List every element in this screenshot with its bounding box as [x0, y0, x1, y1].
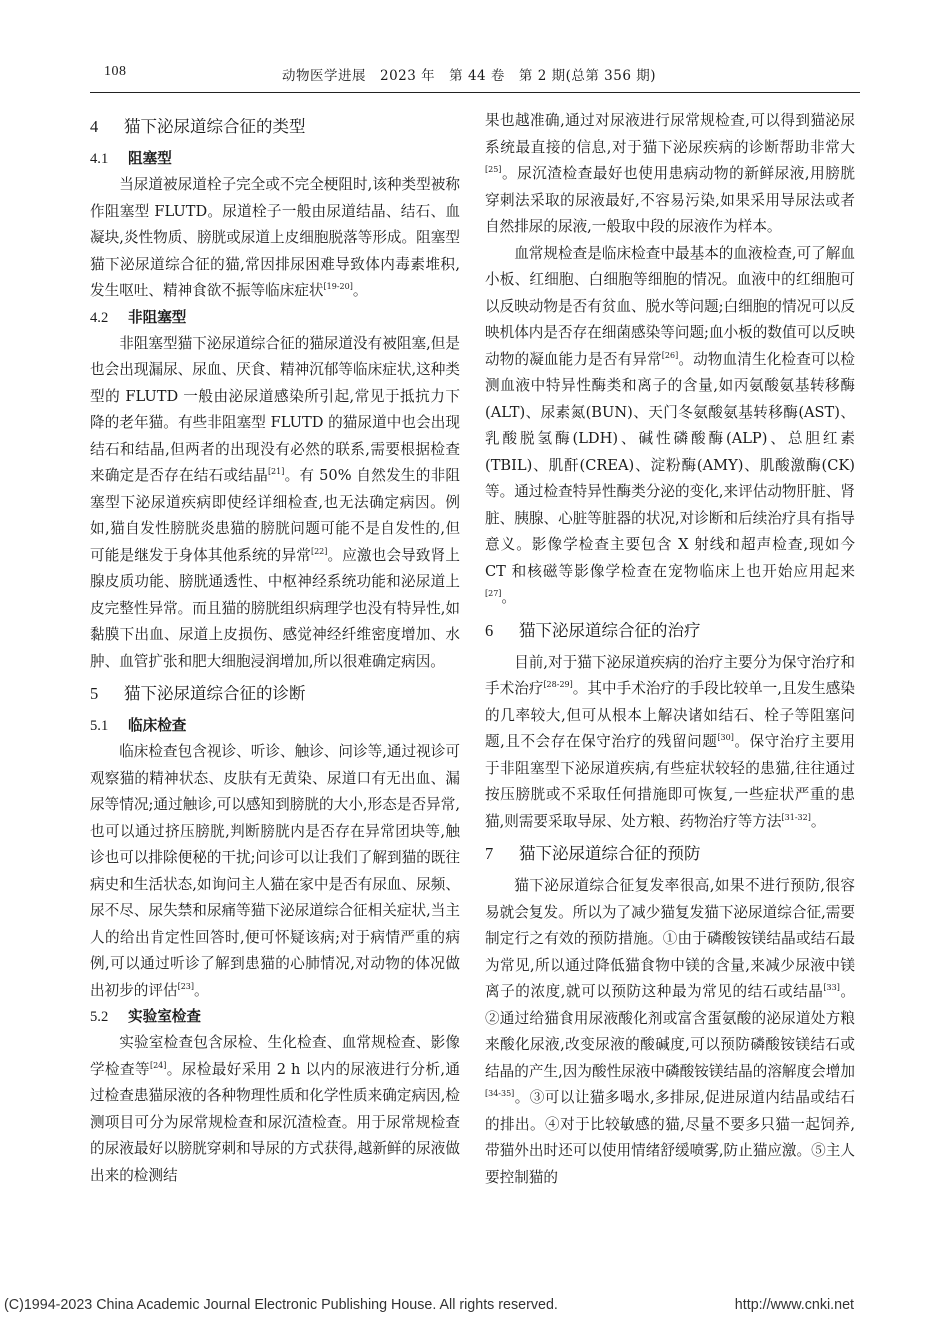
citation: [22] — [310, 546, 328, 556]
citation: [26] — [661, 350, 679, 360]
section-6-heading: 6 猫下泌尿道综合征的治疗 — [485, 620, 701, 640]
citation: [19-20] — [323, 282, 353, 291]
section-4-1-heading: 4.1 阻塞型 — [90, 150, 172, 167]
section-5-2-paragraph-part1: 实验室检查包含尿检、生化检查、血常规检查、影像学检查等[24]。尿检最好采用 2 h 以内的尿液进行分析,通过检查患猫尿液的各种物理性质和化学性质来确定病因,检测项目可分为尿常规检查和尿沉渣检查。用于尿常规检查的尿液最好以膀胱穿刺和导尿的方式获得,越新鲜的尿液做出来的检测结 — [90, 1034, 460, 1184]
citation: [28-29] — [543, 680, 573, 689]
copyright-notice: (C)1994-2023 China Academic Journal Electronic Publishing House. All rights reserved. — [4, 1297, 558, 1313]
section-4-1-paragraph: 当尿道被尿道栓子完全或不完全梗阻时,该种类型被称作阻塞型 FLUTD。尿道栓子一般由尿道结晶、结石、血凝块,炎性物质、膀胱或尿道上皮细胞脱落等形成。阻塞型猫下泌尿道综合征的猫,常因排尿困难导致体内毒素堆积,发生呕吐、精神食欲不振等临床症状[19-20]。 — [90, 176, 460, 299]
left-column — [90, 108, 460, 1189]
section-4-2-heading: 4.2 非阻塞型 — [90, 308, 187, 326]
citation: [34-35] — [485, 1089, 515, 1098]
citation: [30] — [717, 733, 734, 742]
section-4-2-paragraph: 非阻塞型猫下泌尿道综合征的猫尿道没有被阻塞,但是也会出现漏尿、尿血、厌食、精神沉郁等临床症状,这种类型的 FLUTD 一般由泌尿道感染所引起,常见于抵抗力下降的老年猫。有些非阻塞型 FLUTD 的猫尿道中也会出现结石和结晶,但两者的出现没有必然的联系,需要根据检查来确定是否存在结石或结晶[21]。有 50% 自然发生的非阻塞型下泌尿道疾病即使经详细检查,也无法确定病因。例如,猫自发性膀胱炎患猫的膀胱问题可能不是自发性的,但可能是继发于身体其他系统的异常[22]。应激也会导致肾上腺皮质功能、膀胱通透性、中枢神经系统功能和泌尿道上皮完整性异常。而且猫的膀胱组织病理学也没有特异性,如黏膜下出血、尿道上皮损伤、感觉神经纤维密度增加、水肿、血管扩张和肥大细胞浸润增加,所以很难确定病因。 — [90, 334, 460, 670]
journal-running-title: 动物医学进展 2023 年 第 44 卷 第 2 期(总第 356 期) — [282, 68, 656, 84]
citation: [33] — [823, 983, 840, 992]
header-rule — [90, 92, 860, 93]
section-5-2-paragraph-part2: 果也越准确,通过对尿液进行尿常规检查,可以得到猫泌尿系统最直接的信息,对于猫下泌尿疾病的诊断帮助非常大[25]。尿沉渣检查最好也使用患病动物的新鲜尿液,用膀胱穿刺法采取的尿液最好,不容易污染,如果采用导尿法或者自然排尿的尿液,一般取中段的尿液作为样本。 — [485, 112, 855, 235]
citation: [31-32] — [781, 812, 811, 822]
section-5-2-paragraph-blood: 血常规检查是临床检查中最基本的血液检查,可了解血小板、红细胞、白细胞等细胞的情况。血液中的红细胞可以反映动物是否有贫血、脱水等问题;白细胞的情况可以反映机体内是否存在细菌感染等问题;血小板的数值可以反映动物的凝血能力是否有异常[26]。动物血清生化检查可以检测血液中特异性酶类和离子的含量,如丙氨酸氨基转移酶(ALT)、尿素氮(BUN)、天门冬氨酸氨基转移酶(AST)、乳酸脱氢酶(LDH)、碱性磷酸酶(ALP)、总胆红素(TBIL)、肌酐(CREA)、淀粉酶(AMY)、肌酸激酶(CK)等。通过检查特异性酶类分泌的变化,来评估动物肝脏、肾脏、胰腺、心脏等脏器的状况,对诊断和后续治疗具有指导意义。影像学检查主要包含 X 射线和超声检查,现如今 CT 和核磁等影像学检查在宠物临床上也开始应用起来[27]。 — [485, 244, 855, 606]
citation: [27] — [485, 589, 502, 598]
section-5-2-heading: 5.2 实验室检查 — [90, 1008, 201, 1025]
footer-link[interactable]: http://www.cnki.net — [734, 1297, 854, 1313]
section-4-heading: 4 猫下泌尿道综合征的类型 — [90, 117, 306, 136]
right-column — [485, 108, 855, 1191]
section-5-1-paragraph: 临床检查包含视诊、听诊、触诊、问诊等,通过视诊可观察猫的精神状态、皮肤有无黄染、尿道口有无出血、漏尿等情况;通过触诊,可以感知到膀胱的大小,形态是否异常,也可以通过挤压膀胱,判断膀胱内是否存在异常团块等,触诊也可以排除便秘的干扰;问诊可以让我们了解到猫的既往病史和生活状态,如询问主人猫在家中是否有尿血、尿频、尿不尽、尿失禁和尿痛等猫下泌尿道综合征相关症状,当主人的给出肯定性回答时,便可怀疑该病;对于病情严重的病例,可以通过听诊了解到患猫的心肺情况,对动物的体况做出初步的评估[23]。 — [90, 743, 460, 999]
citation: [24] — [149, 1060, 167, 1070]
section-5-1-heading: 5.1 临床检查 — [90, 717, 187, 734]
citation: [25] — [485, 165, 502, 174]
section-7-paragraph: 猫下泌尿道综合征复发率很高,如果不进行预防,很容易就会复发。所以为了减少猫复发猫下泌尿道综合征,需要制定行之有效的预防措施。①由于磷酸铵镁结晶或结石最为常见,所以通过降低猫食物中镁的含量,来减少尿液中镁离子的浓度,就可以预防这种最为常见的结石或结晶[33]。②通过给猫食用尿液酸化剂或富含蛋氨酸的泌尿道处方粮来酸化尿液,改变尿液的酸碱度,可以预防磷酸铵镁结石或结晶的产生,因为酸性尿液中磷酸铵镁结晶的溶解度会增加[34-35]。③可以让猫多喝水,多排尿,促进尿道内结晶或结石的排出。④对于比较敏感的猫,尽量不要多只猫一起饲养,带猫外出时还可以使用情绪舒缓喷雾,防止猫应激。⑤主人要控制猫的 — [485, 877, 855, 1186]
section-7-heading: 7 猫下泌尿道综合征的预防 — [485, 844, 701, 863]
section-5-heading: 5 猫下泌尿道综合征的诊断 — [90, 684, 306, 703]
page-number: 108 — [104, 64, 127, 79]
page-header — [104, 64, 860, 88]
section-6-paragraph: 目前,对于猫下泌尿道疾病的治疗主要分为保守治疗和手术治疗[28-29]。其中手术治疗的手段比较单一,且发生感染的几率较大,但可从根本上解决诸如结石、栓子等阻塞问题,且不会存在保守治疗的残留问题[30]。保守治疗主要用于非阻塞型下泌尿道疾病,有些症状较轻的患猫,往往通过按压膀胱或不采取任何措施即可恢复,一些症状严重的患猫,则需要采取导尿、处方粮、药物治疗等方法[31-32]。 — [485, 653, 855, 830]
citation: [23] — [177, 981, 194, 991]
citation: [21] — [267, 467, 285, 476]
